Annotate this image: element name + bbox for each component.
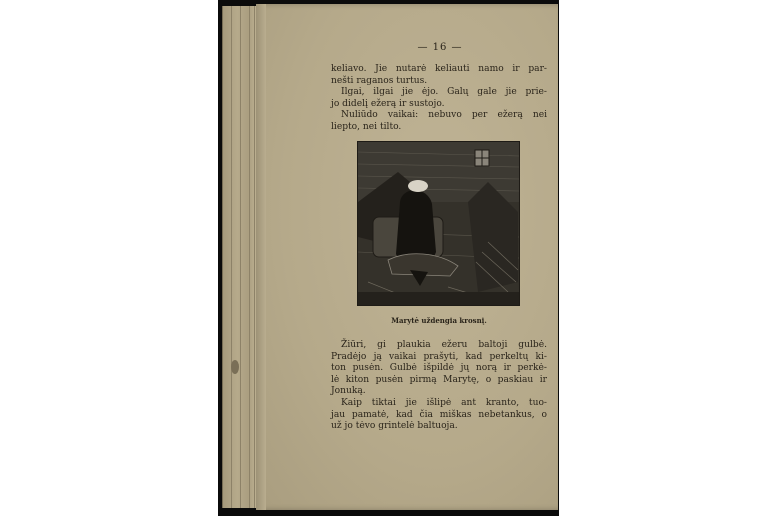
bottom-text-block <box>331 340 547 433</box>
text-line: jo didelį ežerą ir sustojo. <box>331 98 445 109</box>
text-line: ton pusėn. Gulbė išpildė jų norą ir perkė- <box>331 363 547 374</box>
illustration <box>357 141 520 306</box>
paragraph <box>331 110 547 133</box>
paragraph <box>331 398 547 433</box>
text-line: Pradėjo ją vaikai prašyti, kad perkeltų ki- <box>331 351 547 362</box>
text-line: liepto, nei tilto. <box>331 121 402 132</box>
text-line: Ilgai, ilgai jie ėjo. Galų gale jie prie- <box>341 87 547 98</box>
text-line: Kaip tiktai jie išlipė ant kranto, tuo- <box>341 397 547 408</box>
page-edge <box>254 6 255 508</box>
text-line: Nuliūdo vaikai: nebuvo per ežerą nei <box>341 110 547 121</box>
page-edge <box>240 6 241 508</box>
book-page-stack <box>222 6 259 508</box>
binding-hole <box>231 360 239 374</box>
page-edge <box>249 6 250 508</box>
page-number: — 16 — <box>417 42 463 53</box>
text-line: Žiūri, gi plaukia ežeru baltoji gulbė. <box>341 340 547 350</box>
illustration-caption: Marytė uždengia krosnį. <box>391 316 487 325</box>
page-binding-shadow <box>256 4 266 510</box>
page-edge <box>231 6 232 508</box>
illustration-icon <box>358 142 519 305</box>
text-line: nešti raganos turtus. <box>331 75 428 86</box>
text-line: keliavo. Jie nutarė keliauti namo ir par- <box>331 64 547 74</box>
paragraph <box>331 64 547 87</box>
paragraph <box>331 87 547 110</box>
text-line: lė kiton pusėn pirmą Marytę, o paskiau ir <box>331 374 547 385</box>
paragraph <box>331 340 547 398</box>
text-line: jau pamatė, kad čia miškas nebetankus, o <box>331 409 547 420</box>
text-line: Jonuką. <box>331 386 366 397</box>
top-text-block <box>331 64 547 134</box>
text-line: už jo tėvo grintelė baltuoja. <box>331 421 458 432</box>
